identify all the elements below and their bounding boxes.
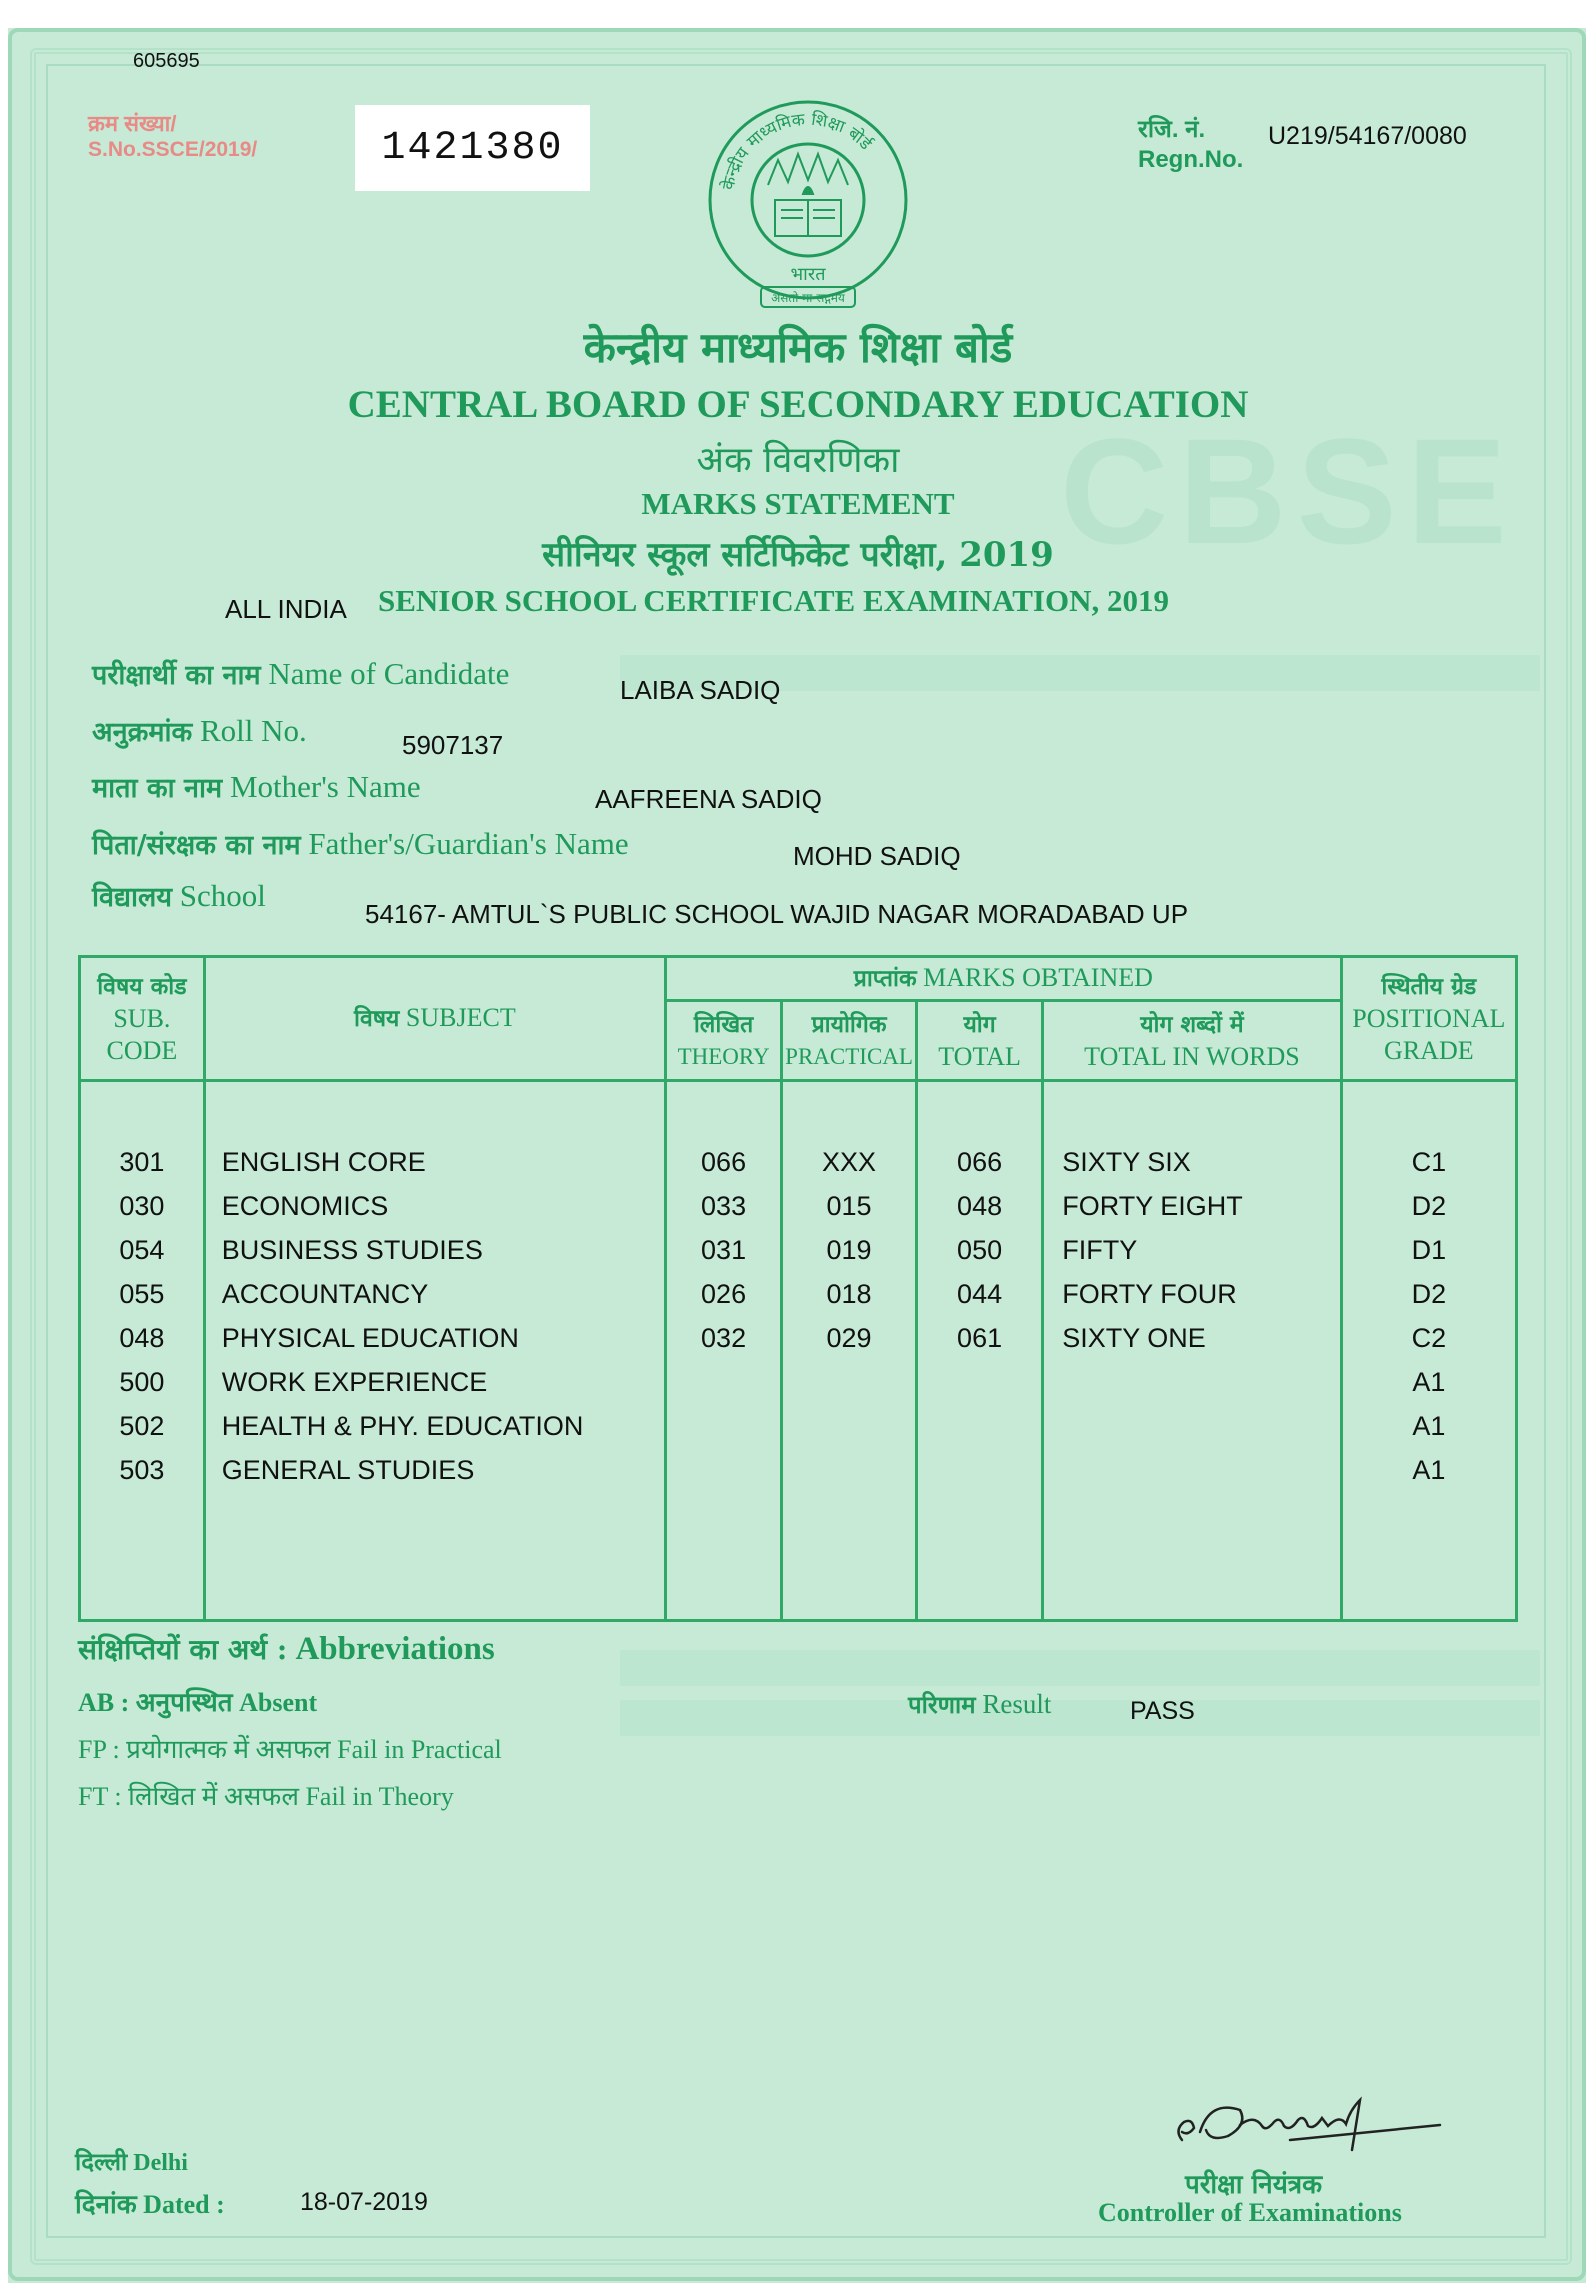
board-name-hi: केन्द्रीय माध्यमिक शिक्षा बोर्ड xyxy=(583,323,1013,372)
svg-text:असतो मा सद्गमय: असतो मा सद्गमय xyxy=(771,291,845,305)
issue-date: 18-07-2019 xyxy=(300,2188,428,2216)
practical-marks: XXX xyxy=(822,1147,877,1177)
svg-text:केन्द्रीय माध्यमिक शिक्षा बोर्: केन्द्रीय माध्यमिक शिक्षा बोर्ड xyxy=(718,109,876,192)
abbr-absent: AB : अनुपस्थित Absent xyxy=(78,1688,318,1717)
exam-scope: ALL INDIA xyxy=(225,594,347,624)
subject-name: ECONOMICS xyxy=(221,1191,389,1221)
theory-marks: 033 xyxy=(701,1191,747,1221)
total-marks: 048 xyxy=(957,1191,1003,1221)
header-practical: प्रायोगिक PRACTICAL xyxy=(782,1001,917,1081)
candidate-name: LAIBA SADIQ xyxy=(620,675,781,705)
cbse-seal-logo xyxy=(703,90,913,312)
grade: A1 xyxy=(1412,1411,1446,1441)
regn-number: U219/54167/0080 xyxy=(1268,122,1467,150)
watermark-band xyxy=(620,1700,1540,1736)
exam-name-hi: सीनियर स्कूल सर्टिफिकेट परीक्षा, 2019 xyxy=(542,535,1054,575)
grade: D2 xyxy=(1411,1279,1447,1309)
sub-code: 503 xyxy=(119,1455,165,1485)
sub-code: 048 xyxy=(119,1323,165,1353)
grade: D1 xyxy=(1411,1235,1447,1265)
header-total-in-words: योग शब्दों में TOTAL IN WORDS xyxy=(1043,1001,1341,1081)
sub-code: 055 xyxy=(119,1279,165,1309)
sub-code: 030 xyxy=(119,1191,165,1221)
total-in-words: SIXTY ONE xyxy=(1062,1323,1206,1353)
board-name-en: CENTRAL BOARD OF SECONDARY EDUCATION xyxy=(347,383,1249,426)
col-practical xyxy=(782,1081,917,1621)
subject-name: ACCOUNTANCY xyxy=(221,1279,429,1309)
serial-number: 1421380 xyxy=(355,105,590,191)
father-name-label: पिता/संरक्षक का नाम Father's/Guardian's Name xyxy=(92,826,629,861)
col-subjects xyxy=(204,1081,665,1621)
theory-marks: 031 xyxy=(701,1235,747,1265)
practical-marks: 018 xyxy=(826,1279,872,1309)
total-marks: 044 xyxy=(957,1279,1003,1309)
school-name: 54167- AMTUL`S PUBLIC SCHOOL WAJID NAGAR MORADABAD UP xyxy=(365,899,1189,929)
grade: A1 xyxy=(1412,1455,1446,1485)
sub-code: 502 xyxy=(119,1411,165,1441)
theory-marks: 032 xyxy=(701,1323,747,1353)
practical-marks: 029 xyxy=(826,1323,872,1353)
header-total: योग TOTAL xyxy=(916,1001,1042,1081)
candidate-name-label: परीक्षार्थी का नाम Name of Candidate xyxy=(92,656,510,691)
header-marks-obtained: प्राप्तांक MARKS OBTAINED xyxy=(665,957,1341,1001)
grade: C2 xyxy=(1411,1323,1447,1353)
sub-code: 054 xyxy=(119,1235,165,1265)
theory-marks: 026 xyxy=(701,1279,747,1309)
serial-label-hi: क्रम संख्या/ xyxy=(88,111,177,136)
practical-marks: 019 xyxy=(826,1235,872,1265)
subject-name: WORK EXPERIENCE xyxy=(221,1367,488,1397)
svg-text:भारत: भारत xyxy=(790,264,826,285)
total-in-words: FORTY FOUR xyxy=(1062,1279,1237,1309)
col-total xyxy=(916,1081,1042,1621)
total-in-words: SIXTY SIX xyxy=(1062,1147,1191,1177)
controller-title-en: Controller of Examinations xyxy=(1098,2198,1402,2227)
doc-type-hi: अंक विवरणिका xyxy=(696,440,900,481)
place: दिल्ली Delhi xyxy=(75,2150,188,2176)
col-grade xyxy=(1341,1081,1516,1621)
watermark-band xyxy=(620,1650,1540,1686)
mother-name-label: माता का नाम Mother's Name xyxy=(92,769,421,804)
theory-marks: 066 xyxy=(701,1147,747,1177)
abbr-fail-practical: FP : प्रयोगात्मक में असफल Fail in Practical xyxy=(78,1735,502,1764)
mother-name: AAFREENA SADIQ xyxy=(595,784,822,814)
total-marks: 061 xyxy=(957,1323,1003,1353)
abbreviations-title: संक्षिप्तियों का अर्थ : Abbreviations xyxy=(78,1631,495,1667)
dated-label: दिनांक Dated : xyxy=(75,2190,225,2219)
header-theory: लिखित THEORY xyxy=(665,1001,781,1081)
cbse-watermark: CBSE xyxy=(1060,407,1517,575)
col-theory xyxy=(665,1081,781,1621)
roll-no: 5907137 xyxy=(402,730,504,760)
sub-code: 500 xyxy=(119,1367,165,1397)
sub-code: 301 xyxy=(119,1147,165,1177)
serial-label-en: S.No.SSCE/2019/ xyxy=(88,138,258,161)
school-label: विद्यालय School xyxy=(92,878,266,913)
doc-type-en: MARKS STATEMENT xyxy=(641,486,955,521)
header-sub-code: विषय कोड SUB. CODE xyxy=(80,957,205,1081)
regn-label-en: Regn.No. xyxy=(1138,146,1244,173)
subject-name: HEALTH & PHY. EDUCATION xyxy=(221,1411,584,1441)
practical-marks: 015 xyxy=(826,1191,872,1221)
top-code: 605695 xyxy=(133,50,200,72)
subject-name: BUSINESS STUDIES xyxy=(221,1235,483,1265)
subject-name: PHYSICAL EDUCATION xyxy=(221,1323,519,1353)
header-positional-grade: स्थितीय ग्रेड POSITIONAL GRADE xyxy=(1341,957,1516,1081)
total-in-words: FORTY EIGHT xyxy=(1062,1191,1243,1221)
result-label: परिणाम Result xyxy=(908,1689,1052,1719)
col-total-in-words xyxy=(1043,1081,1341,1621)
controller-signature xyxy=(1170,2070,1450,2160)
total-marks: 050 xyxy=(957,1235,1003,1265)
grade: C1 xyxy=(1411,1147,1447,1177)
regn-label-hi: रजि. नं. xyxy=(1138,116,1206,143)
total-in-words: FIFTY xyxy=(1062,1235,1138,1265)
exam-name-en: SENIOR SCHOOL CERTIFICATE EXAMINATION, 2019 xyxy=(378,583,1169,618)
grade: A1 xyxy=(1412,1367,1446,1397)
controller-title-hi: परीक्षा नियंत्रक xyxy=(1185,2170,1323,2200)
header-subject: विषय SUBJECT xyxy=(204,957,665,1081)
col-codes xyxy=(80,1081,205,1621)
subject-name: GENERAL STUDIES xyxy=(221,1455,475,1485)
result-value: PASS xyxy=(1130,1697,1195,1725)
abbr-fail-theory: FT : लिखित में असफल Fail in Theory xyxy=(78,1782,454,1811)
grade: D2 xyxy=(1411,1191,1447,1221)
roll-no-label: अनुक्रमांक Roll No. xyxy=(92,713,307,748)
marks-table xyxy=(78,955,1518,1622)
total-marks: 066 xyxy=(957,1147,1003,1177)
father-name: MOHD SADIQ xyxy=(793,841,961,871)
subject-name: ENGLISH CORE xyxy=(221,1147,426,1177)
